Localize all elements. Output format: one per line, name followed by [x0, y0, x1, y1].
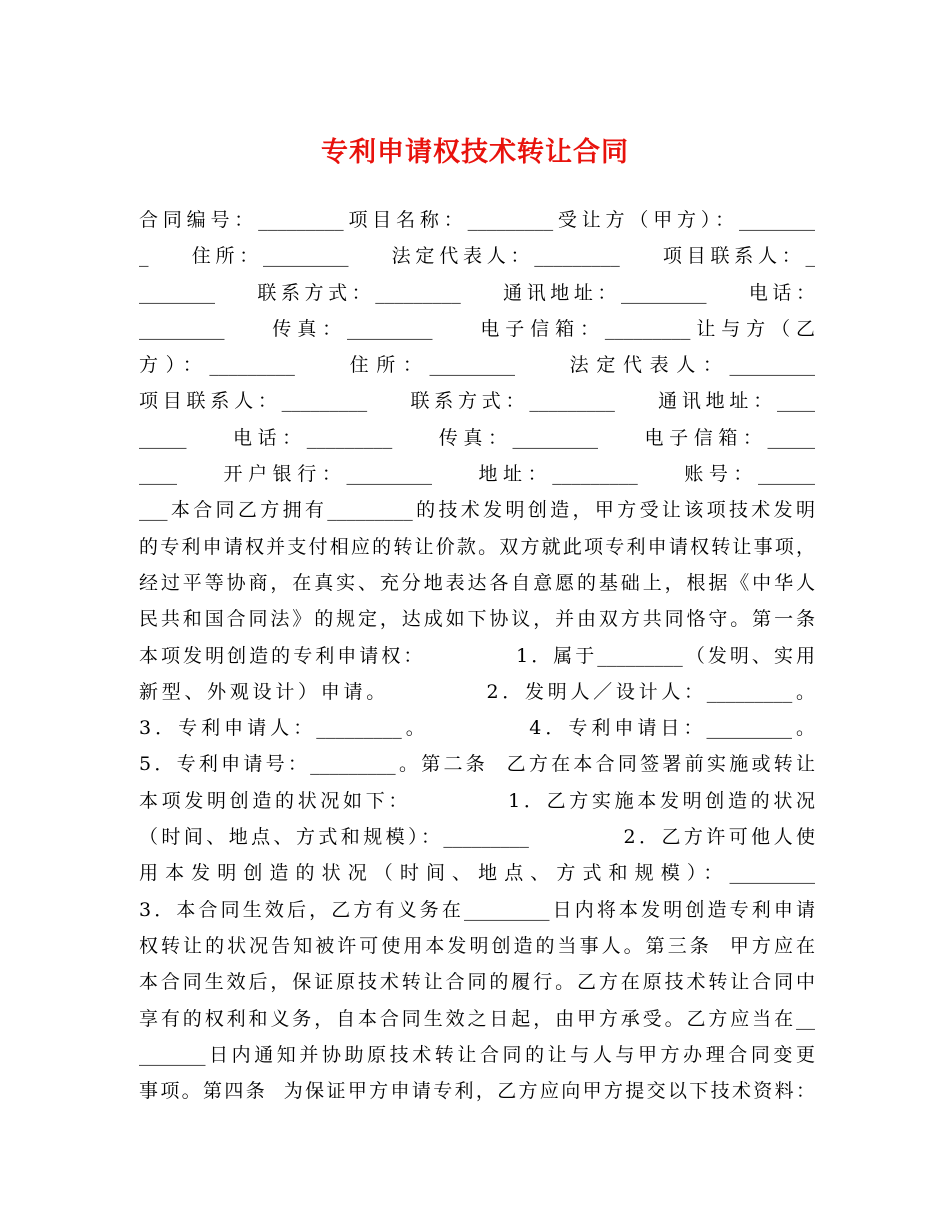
- body-line: 享有的权利和义务，自本合同生效之日起，由甲方承受。乙方应当在__: [139, 1007, 815, 1030]
- body-line: _____ 电话：_________ 传真：_________ 电子信箱：_____: [139, 426, 815, 449]
- body-line: 项目联系人：_________ 联系方式：_________ 通讯地址：____: [139, 390, 815, 413]
- body-line: 5．专利申请号：_________。第二条 乙方在本合同签署前实施或转让: [139, 753, 815, 776]
- document-body: [139, 202, 815, 1109]
- body-line: 本项发明创造的状况如下： 1．乙方实施本发明创造的状况: [139, 789, 815, 812]
- body-line: _______日内通知并协助原技术转让合同的让与人与甲方办理合同变更: [139, 1043, 815, 1066]
- body-line: 事项。第四条 为保证甲方申请专利，乙方应向甲方提交以下技术资料：: [139, 1080, 815, 1103]
- body-line: 方）：_________ 住所：_________ 法定代表人：_________: [139, 354, 815, 377]
- document-title: 专利申请权技术转让合同: [321, 137, 629, 168]
- body-line: 本合同生效后，保证原技术转让合同的履行。乙方在原技术转让合同中: [139, 971, 815, 994]
- body-line: ____ 开户银行：_________ 地址：_________ 账号：______: [139, 463, 815, 486]
- body-line: ___本合同乙方拥有_________的技术发明创造，甲方受让该项技术发明: [139, 499, 815, 522]
- body-line: _ 住所：_________ 法定代表人：_________ 项目联系人：_: [139, 245, 815, 268]
- body-line: （时间、地点、方式和规模）：_________ 2．乙方许可他人使: [139, 826, 815, 849]
- body-line: 本项发明创造的专利申请权： 1．属于_________（发明、实用: [139, 644, 815, 667]
- body-line: 用本发明创造的状况（时间、地点、方式和规模）：_________: [139, 862, 815, 885]
- body-line: 3．专利申请人：_________。 4．专利申请日：_________。: [139, 717, 815, 740]
- body-line: 合同编号：_________项目名称：_________受让方（甲方）：________: [139, 209, 815, 231]
- body-line: 的专利申请权并支付相应的转让价款。双方就此项专利申请权转让事项，: [139, 535, 815, 558]
- body-line: ________ 联系方式：_________ 通讯地址：_________ 电话：: [139, 281, 815, 304]
- body-line: _________ 传真：_________ 电子信箱：_________让与方（乙: [139, 317, 815, 340]
- body-line: 权转让的状况告知被许可使用本发明创造的当事人。第三条 甲方应在: [139, 934, 815, 957]
- body-line: 民共和国合同法》的规定，达成如下协议，并由双方共同恪守。第一条: [139, 608, 815, 631]
- body-line: 3．本合同生效后，乙方有义务在_________日内将本发明创造专利申请: [139, 898, 815, 921]
- body-line: 新型、外观设计）申请。 2．发明人／设计人：_________。: [139, 680, 815, 703]
- body-line: 经过平等协商，在真实、充分地表达各自意愿的基础上，根据《中华人: [139, 571, 815, 594]
